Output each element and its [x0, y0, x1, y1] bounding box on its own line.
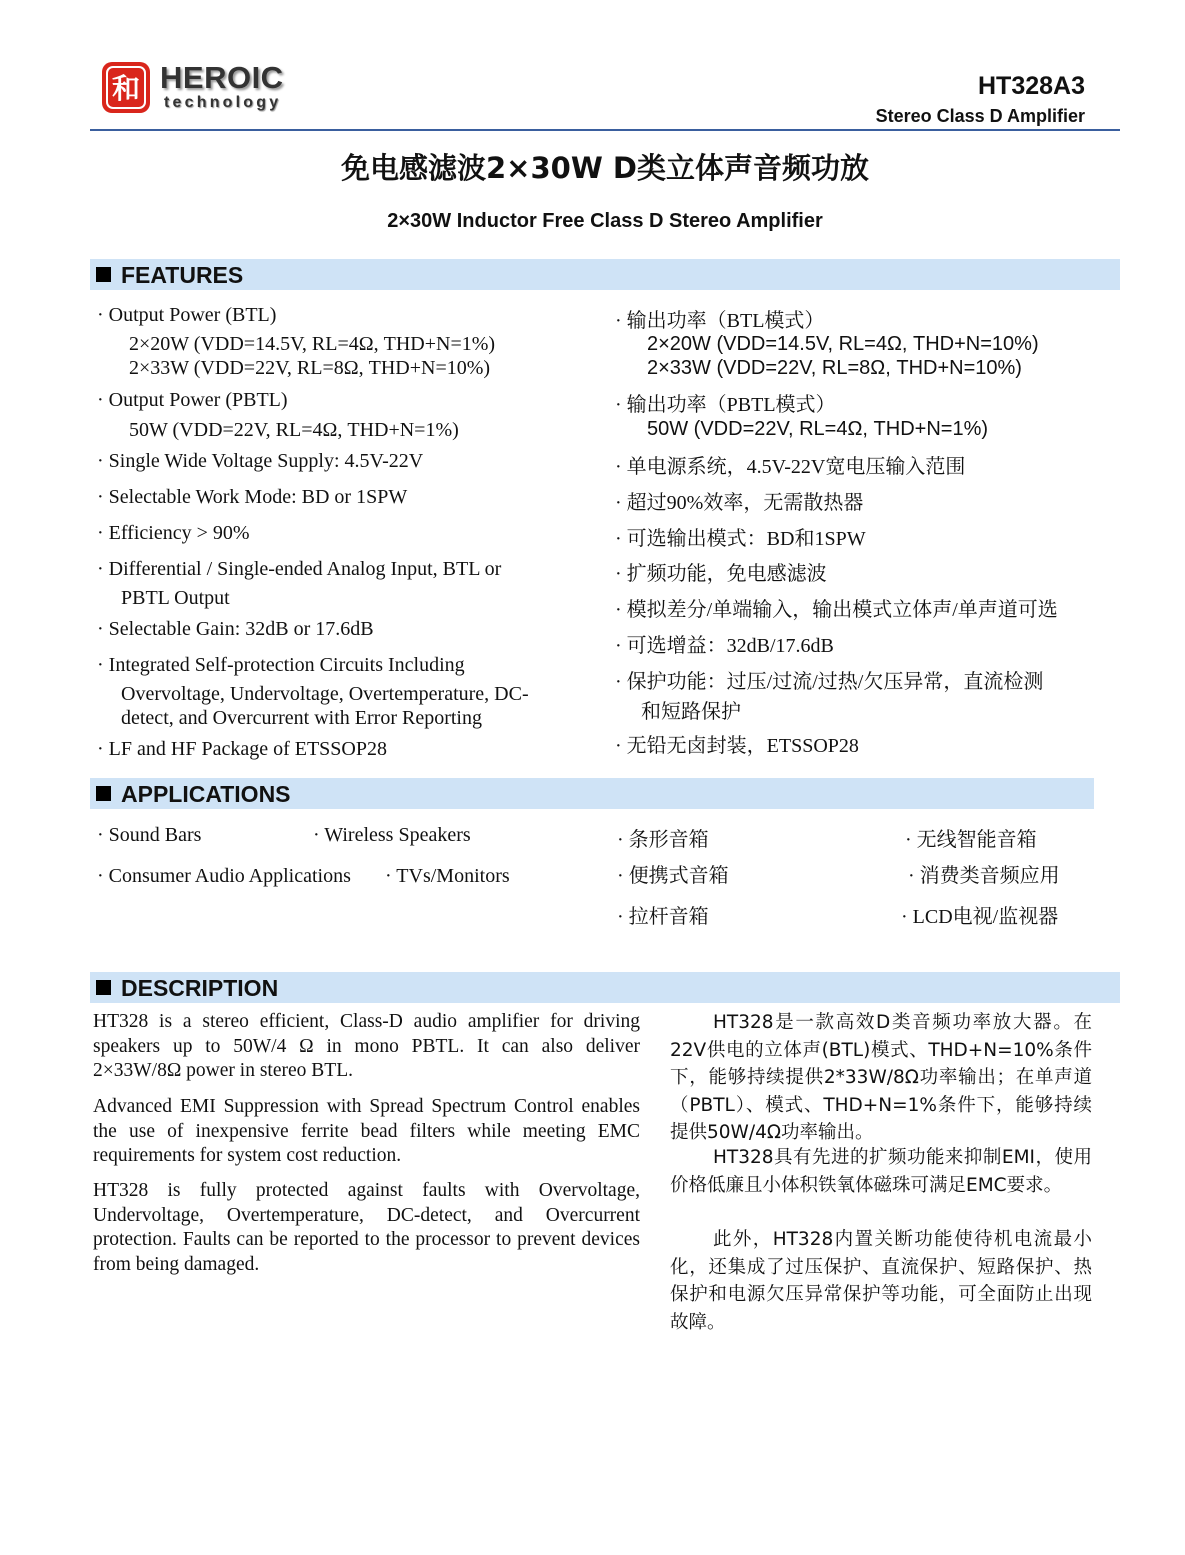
feature-en-4: · Selectable Work Mode: BD or 1SPW	[97, 486, 408, 508]
feature-en-8: · Integrated Self-protection Circuits Including	[97, 654, 465, 676]
page-title-chinese: 免电感滤波2×30W D类立体声音频功放	[341, 151, 869, 185]
part-number: HT328A3	[978, 72, 1085, 100]
application-cn-2: · 无线智能音箱	[905, 829, 1037, 851]
brand-subtitle: technology	[164, 94, 282, 111]
heroic-logo-seal	[100, 60, 152, 115]
application-en-1: · Sound Bars	[97, 824, 202, 846]
description-en-paragraph-3: HT328 is fully protected against faults with Overvoltage, Undervoltage, Overtemperature, DC-detect, and Overcurrent protection. Faults can be reported to the processor to prevent devices from being damaged.	[93, 1180, 640, 1275]
feature-cn-9-cont: 和短路保护	[641, 701, 741, 723]
feature-en-1: · Output Power (BTL)	[97, 304, 277, 326]
applications-section-bar	[90, 778, 1094, 809]
feature-cn-2: · 输出功率（PBTL模式）	[615, 394, 836, 416]
feature-cn-7: · 模拟差分/单端输入，输出模式立体声/单声道可选	[615, 599, 1058, 621]
description-cn-paragraph-2: HT328具有先进的扩频功能来抑制EMI，使用价格低廉且小体积铁氧体磁珠可满足EMC要求。	[670, 1147, 1092, 1196]
applications-heading: APPLICATIONS	[121, 781, 291, 807]
feature-en-8-cont-b: detect, and Overcurrent with Error Reporting	[121, 707, 482, 729]
application-en-3: · Consumer Audio Applications	[97, 865, 351, 887]
features-heading: FEATURES	[121, 262, 244, 288]
description-cn-paragraph-3: 此外，HT328内置关断功能使待机电流最小化，还集成了过压保护、直流保护、短路保护、热保护和电源欠压异常保护等功能，可全面防止出现故障。	[670, 1229, 1092, 1333]
section-bullet-icon	[96, 786, 111, 801]
feature-en-5: · Efficiency > 90%	[97, 522, 250, 544]
description-cn-paragraph-1: HT328是一款高效D类音频功率放大器。在22V供电的立体声(BTL)模式、THD+N=10%条件下，能够持续提供2*33W/8Ω功率输出；在单声道（PBTL）、模式、THD+N=1%条件下，能够持续提供50W/4Ω功率输出。	[670, 1012, 1092, 1143]
feature-cn-9: · 保护功能：过压/过流/过热/欠压异常，直流检测	[615, 671, 1044, 693]
logo-glyph: 和	[111, 72, 141, 105]
section-bullet-icon	[96, 980, 111, 995]
application-cn-1: · 条形音箱	[617, 829, 709, 851]
application-en-2: · Wireless Speakers	[313, 824, 471, 846]
feature-cn-10: · 无铅无卤封装，ETSSOP28	[615, 735, 859, 757]
description-heading: DESCRIPTION	[121, 975, 279, 1001]
description-section-bar	[90, 972, 1120, 1003]
header-divider	[90, 129, 1120, 131]
feature-en-1-detail-a: 2×20W (VDD=14.5V, RL=4Ω, THD+N=1%)	[129, 333, 496, 355]
feature-cn-5: · 可选输出模式：BD和1SPW	[615, 528, 866, 550]
feature-cn-8: · 可选增益：32dB/17.6dB	[615, 635, 834, 657]
application-cn-5: · 拉杆音箱	[617, 906, 709, 928]
feature-cn-1: · 输出功率（BTL模式）	[615, 310, 825, 332]
feature-cn-2-detail: 50W (VDD=22V, RL=4Ω, THD+N=1%)	[647, 418, 989, 440]
feature-en-2: · Output Power (PBTL)	[97, 389, 288, 411]
feature-en-1-detail-b: 2×33W (VDD=22V, RL=8Ω, THD+N=10%)	[129, 357, 491, 379]
section-bullet-icon	[96, 267, 111, 282]
part-subtitle: Stereo Class D Amplifier	[875, 106, 1085, 126]
feature-cn-1-detail-b: 2×33W (VDD=22V, RL=8Ω, THD+N=10%)	[647, 357, 1022, 379]
page-title-english: 2×30W Inductor Free Class D Stereo Amplifier	[387, 210, 823, 232]
feature-en-7: · Selectable Gain: 32dB or 17.6dB	[97, 618, 374, 640]
feature-cn-4: · 超过90%效率，无需散热器	[615, 492, 864, 514]
feature-en-8-cont-a: Overvoltage, Undervoltage, Overtemperature, DC-	[121, 683, 529, 705]
description-en-paragraph-2: Advanced EMI Suppression with Spread Spectrum Control enables the use of inexpensive ferrite bead filters while meeting EMC requirements for system cost reduction.	[93, 1096, 640, 1166]
feature-en-6-cont: PBTL Output	[121, 587, 230, 609]
features-section-bar	[90, 259, 1120, 290]
application-en-4: · TVs/Monitors	[385, 865, 510, 887]
description-en-paragraph-1: HT328 is a stereo efficient, Class-D audio amplifier for driving speakers up to 50W/4 Ω in mono PBTL. It can also deliver 2×33W/8Ω power in stereo BTL.	[93, 1011, 640, 1081]
application-cn-6: · LCD电视/监视器	[901, 906, 1059, 928]
feature-en-2-detail: 50W (VDD=22V, RL=4Ω, THD+N=1%)	[129, 419, 459, 441]
feature-cn-1-detail-a: 2×20W (VDD=14.5V, RL=4Ω, THD+N=10%)	[647, 333, 1039, 355]
application-cn-4: · 消费类音频应用	[908, 865, 1060, 887]
feature-cn-3: · 单电源系统，4.5V-22V宽电压输入范围	[615, 456, 966, 478]
brand-name: HEROIC	[160, 60, 284, 95]
feature-en-9: · LF and HF Package of ETSSOP28	[97, 738, 387, 760]
feature-en-3: · Single Wide Voltage Supply: 4.5V-22V	[97, 450, 424, 472]
feature-en-6: · Differential / Single-ended Analog Input, BTL or	[97, 558, 502, 580]
application-cn-3: · 便携式音箱	[617, 865, 729, 887]
feature-cn-6: · 扩频功能，免电感滤波	[615, 563, 827, 585]
